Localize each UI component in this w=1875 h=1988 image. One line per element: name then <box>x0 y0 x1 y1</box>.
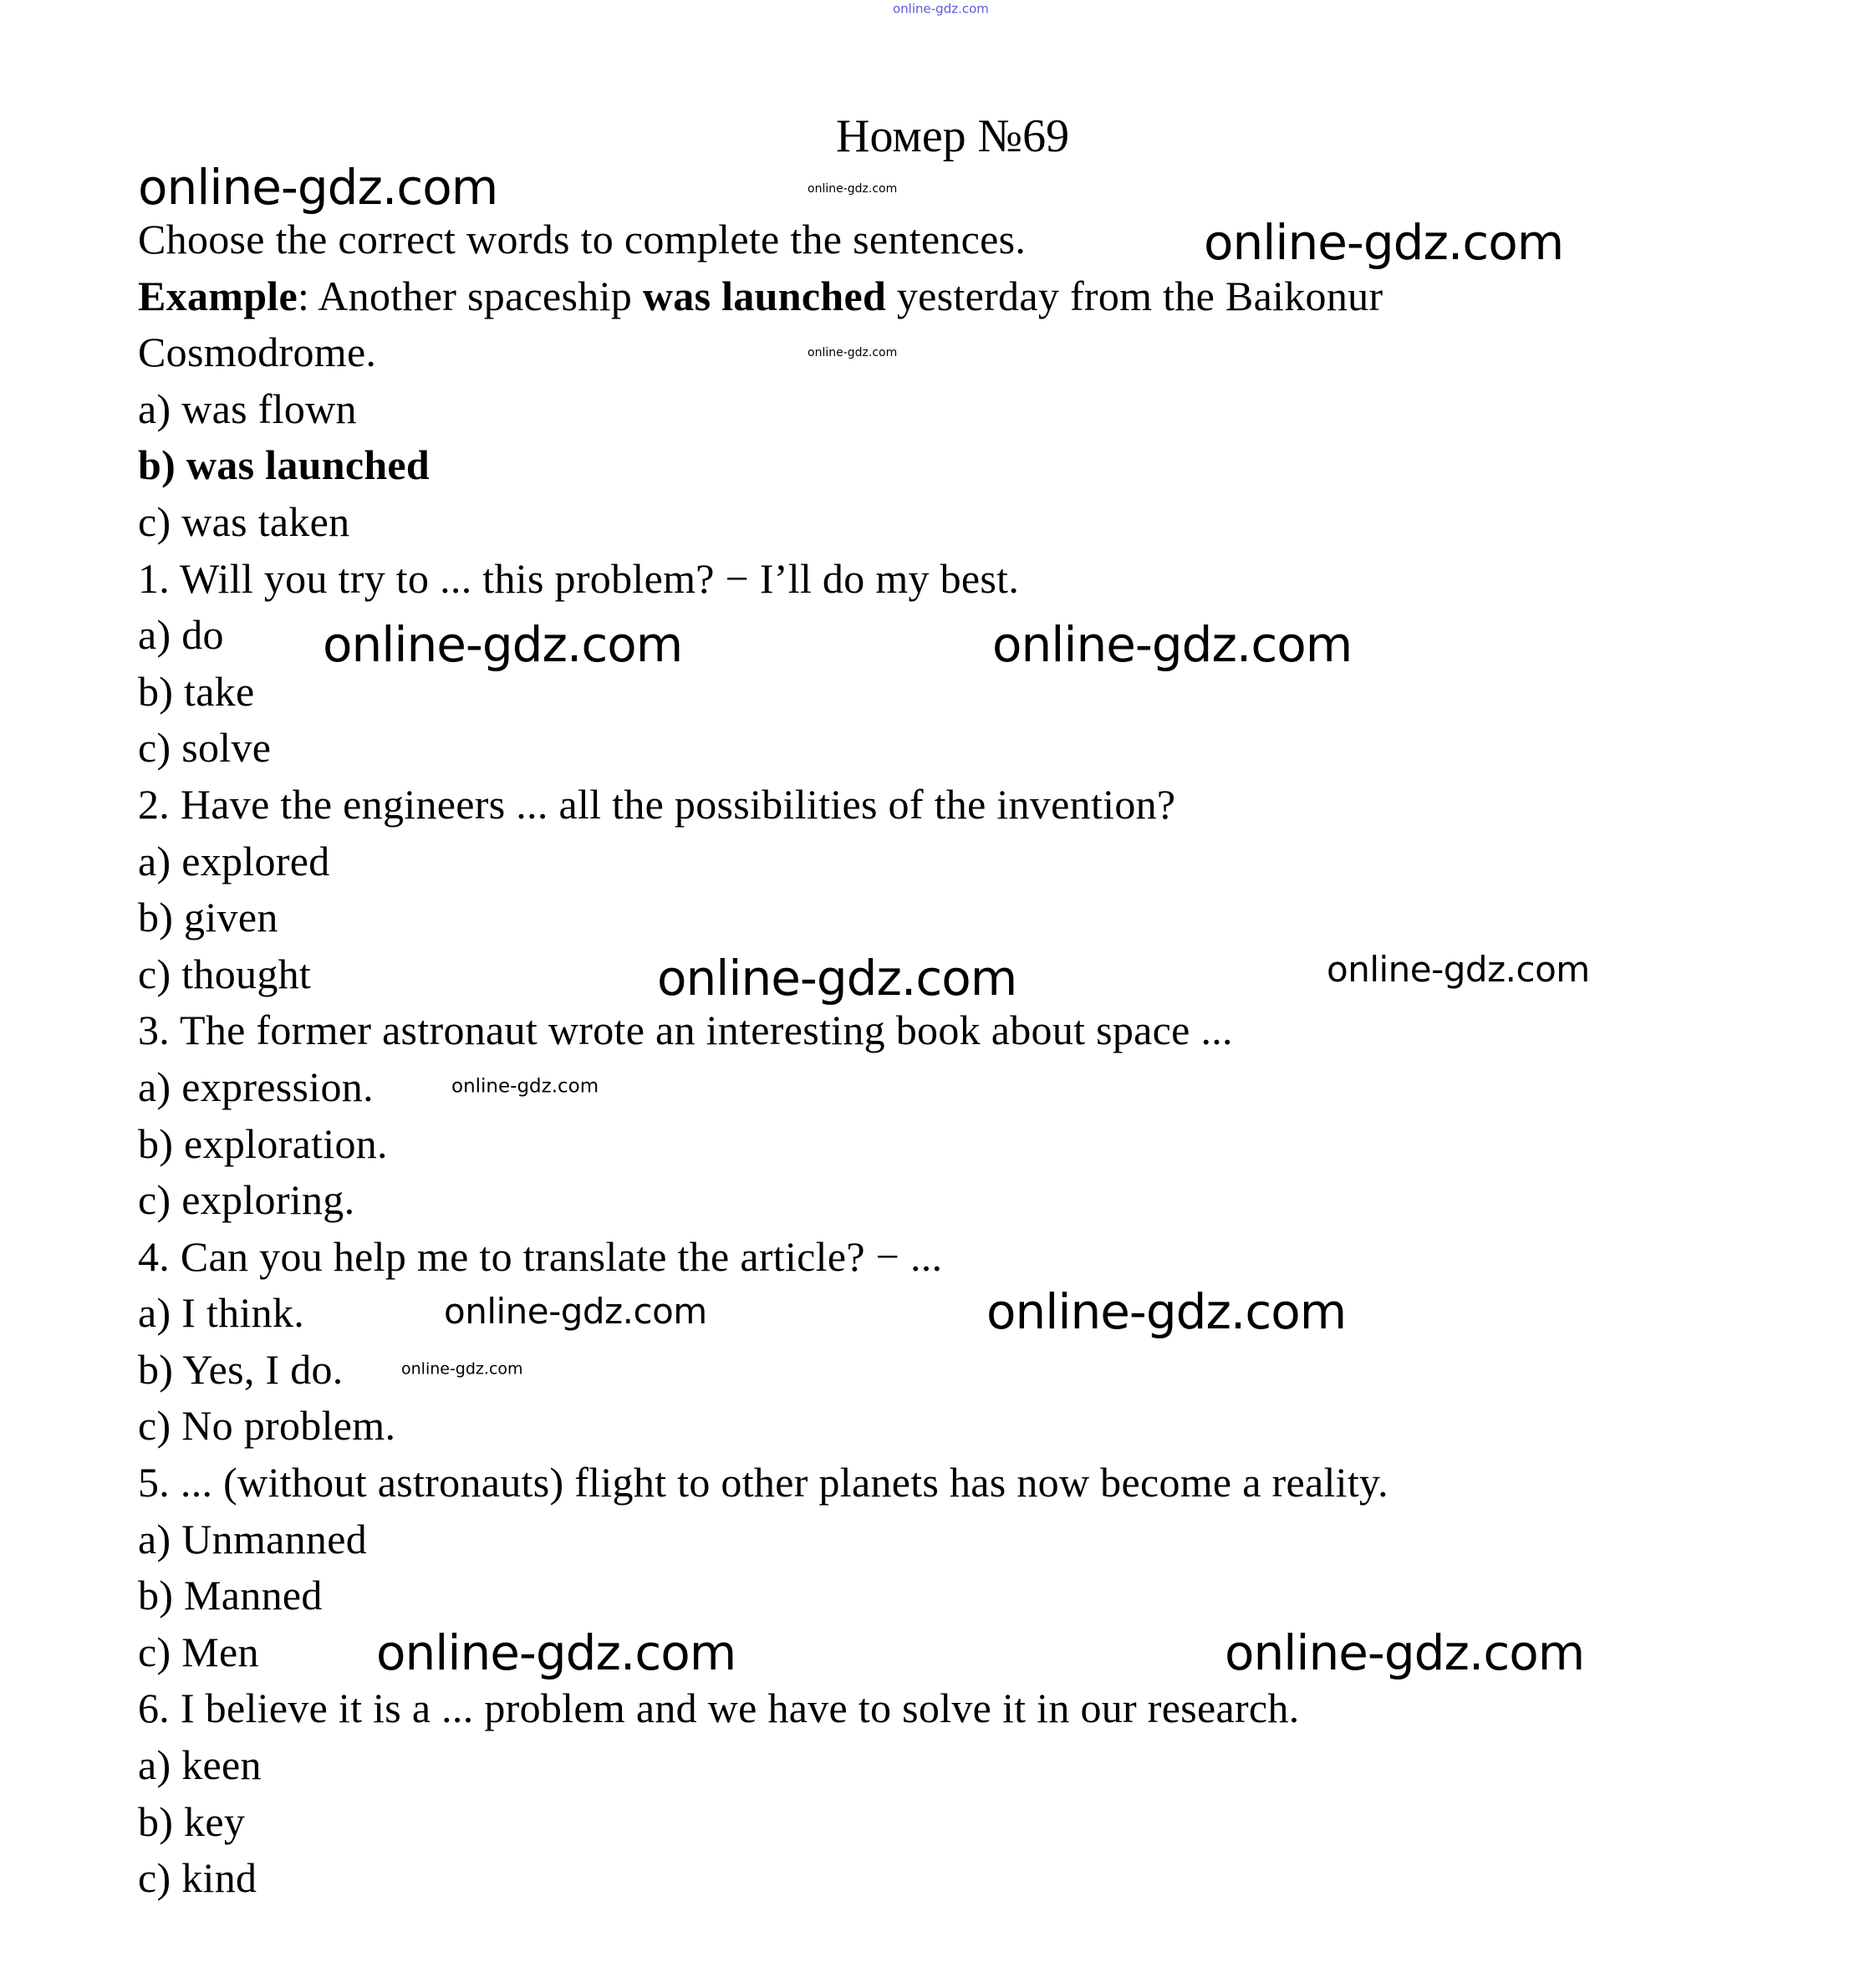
option: b) given <box>138 894 278 941</box>
question-text: 5. ... (without astronauts) flight to other planets has now become a reality. <box>138 1459 1388 1506</box>
example-option-correct <box>138 437 1388 494</box>
option: a) Unmanned <box>138 1515 368 1562</box>
watermark: online-gdz.com <box>451 1075 599 1098</box>
example-line-2: Cosmodrome. <box>138 329 377 376</box>
instruction: Choose the correct words to complete the sentences. <box>138 216 1027 263</box>
example-before: Another spaceship <box>318 272 643 319</box>
example-after: yesterday from the Baikonur <box>886 272 1383 319</box>
example-option: c) was taken <box>138 497 350 545</box>
example-line <box>138 268 1388 325</box>
option: c) solve <box>138 724 272 772</box>
question-text: 6. I believe it is a ... problem and we have to solve it in our research. <box>138 1685 1300 1732</box>
option: c) exploring. <box>138 1176 355 1224</box>
example-sep: : <box>298 272 318 319</box>
question-text: 4. Can you help me to translate the article? − ... <box>138 1232 943 1280</box>
question-text: 2. Have the engineers ... all the possibilities of the invention? <box>138 780 1176 828</box>
option: a) do <box>138 611 224 659</box>
watermark: online-gdz.com <box>808 346 898 359</box>
watermark: online-gdz.com <box>893 1 989 17</box>
watermark: online-gdz.com <box>1204 214 1564 271</box>
watermark: online-gdz.com <box>401 1359 523 1379</box>
option: a) I think. <box>138 1289 305 1337</box>
example-answer: was launched <box>642 272 887 319</box>
option: c) Men <box>138 1628 259 1675</box>
option: b) Manned <box>138 1572 323 1619</box>
watermark: online-gdz.com <box>138 159 498 216</box>
option: c) thought <box>138 950 312 997</box>
option: a) explored <box>138 837 330 884</box>
watermark: online-gdz.com <box>808 182 898 196</box>
option: a) expression. <box>138 1063 374 1110</box>
option: b) take <box>138 667 255 715</box>
watermark: online-gdz.com <box>986 1283 1347 1340</box>
option: c) kind <box>138 1854 257 1902</box>
watermark: online-gdz.com <box>992 616 1353 673</box>
watermark: online-gdz.com <box>376 1624 736 1681</box>
option: b) exploration. <box>138 1119 388 1167</box>
question-text: 3. The former astronaut wrote an interesting book about space ... <box>138 1007 1233 1054</box>
option: c) No problem. <box>138 1402 396 1450</box>
watermark: online-gdz.com <box>1327 949 1590 990</box>
exercise-body <box>138 212 1388 1907</box>
option: b) Yes, I do. <box>138 1345 344 1393</box>
example-label: Example <box>138 272 298 319</box>
question-text: 1. Will you try to ... this problem? − I’ll do my best. <box>138 554 1020 602</box>
page-title: Номер №69 <box>836 110 1070 162</box>
example-option-correct-text: b) was launched <box>138 441 431 489</box>
watermark: online-gdz.com <box>444 1291 707 1332</box>
watermark: online-gdz.com <box>1225 1624 1585 1681</box>
watermark: online-gdz.com <box>657 950 1017 1007</box>
option: b) key <box>138 1797 246 1845</box>
option: a) keen <box>138 1741 262 1789</box>
watermark: online-gdz.com <box>323 616 683 673</box>
example-option: a) was flown <box>138 385 357 432</box>
